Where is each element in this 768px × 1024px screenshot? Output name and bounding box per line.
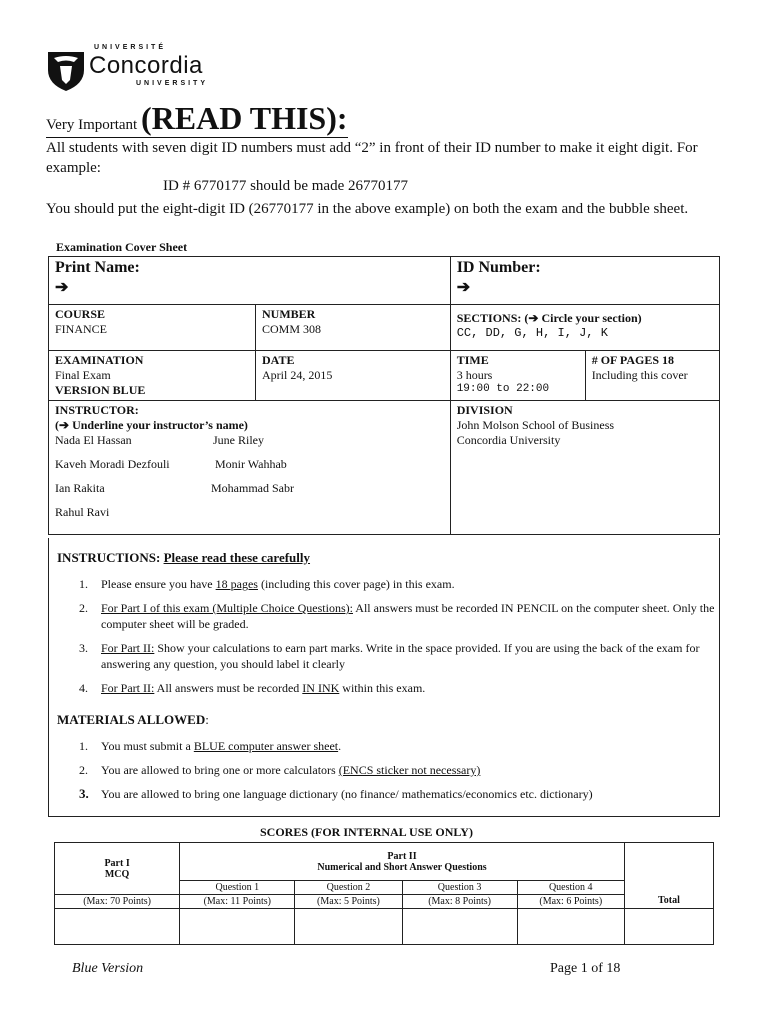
part1-header: Part I MCQ: [55, 843, 180, 895]
instruction-item: 3. For Part II: Show your calculations to earn part marks. Write in the space provided. If you are using the back of the exam for answering any question, you should label it clearly: [79, 641, 700, 671]
max-q3: (Max: 8 Points): [402, 895, 517, 909]
pages-label: # OF PAGES 18: [591, 353, 675, 367]
version-value: VERSION BLUE: [55, 383, 146, 397]
shield-icon: [46, 48, 86, 92]
number-value: COMM 308: [262, 322, 322, 336]
question1-header: Question 1: [180, 881, 295, 895]
instructions-box: [48, 538, 720, 817]
arrow-icon: ➔: [456, 279, 471, 296]
time-cell: [450, 351, 585, 401]
score-cell-q1[interactable]: [180, 909, 295, 945]
material-item: 1. You must submit a BLUE computer answer sheet.: [79, 739, 342, 753]
print-name-label: Print Name:: [55, 259, 140, 276]
instruction-item: 1. Please ensure you have 18 pages (including this cover page) in this exam.: [79, 577, 455, 591]
material-item: 3. You are allowed to bring one language dictionary (no finance/ mathematics/economics etc. dictionary): [79, 786, 593, 801]
instructions-list: [49, 576, 719, 704]
sections-value: CC, DD, G, H, I, J, K: [456, 326, 608, 340]
print-name-cell[interactable]: [49, 257, 451, 305]
scores-table: [54, 842, 714, 945]
footer-version: Blue Version: [72, 961, 144, 976]
score-cell-q2[interactable]: [295, 909, 402, 945]
arrow-icon: ➔: [55, 279, 69, 296]
arrow-icon: ➔: [528, 311, 539, 325]
date-value: April 24, 2015: [262, 368, 333, 382]
examination-cell: [49, 351, 256, 401]
question3-header: Question 3: [402, 881, 517, 895]
instructor-name[interactable]: Nada El Hassan: [55, 433, 132, 447]
logo-name: Concordia: [89, 52, 203, 79]
instructions-heading: INSTRUCTIONS: Please read these carefully: [57, 550, 311, 565]
instructor-list: [55, 433, 444, 529]
exam-label: EXAMINATION: [55, 353, 144, 367]
max-part1: (Max: 70 Points): [55, 895, 180, 909]
division-school: John Molson School of Business: [456, 418, 615, 432]
score-cell-q3[interactable]: [402, 909, 517, 945]
date-cell: [256, 351, 451, 401]
material-item: 2. You are allowed to bring one or more calculators (ENCS sticker not necessary): [79, 763, 481, 777]
instructor-name[interactable]: June Riley: [213, 433, 264, 447]
concordia-logo: [46, 44, 240, 94]
arrow-icon: ➔: [59, 418, 70, 432]
scores-title: SCORES (FOR INTERNAL USE ONLY): [260, 825, 473, 839]
instructor-label: INSTRUCTOR:: [55, 403, 139, 417]
max-q1: (Max: 11 Points): [180, 895, 295, 909]
part2-header: Part II Numerical and Short Answer Questions: [180, 843, 625, 881]
course-value: FINANCE: [55, 322, 108, 336]
course-label: COURSE: [55, 307, 106, 321]
number-cell: [256, 305, 451, 351]
cover-sheet-title: Examination Cover Sheet: [56, 240, 188, 254]
time-label: TIME: [456, 353, 489, 367]
division-university: Concordia University: [456, 433, 561, 447]
division-cell: [450, 401, 719, 535]
question4-header: Question 4: [517, 881, 624, 895]
max-q2: (Max: 5 Points): [295, 895, 402, 909]
question2-header: Question 2: [295, 881, 402, 895]
id-number-label: ID Number:: [456, 259, 541, 276]
materials-list: [49, 738, 593, 810]
instructor-cell: [49, 401, 451, 535]
pages-note: Including this cover: [591, 368, 688, 382]
division-label: DIVISION: [456, 403, 513, 417]
id-number-cell[interactable]: [450, 257, 719, 305]
date-label: DATE: [262, 353, 295, 367]
instruction-item: 2. For Part I of this exam (Multiple Choice Questions): All answers must be recorded IN PENCIL on the computer sheet. Only the computer sheet will be graded.: [79, 601, 715, 631]
score-cell-total[interactable]: [624, 909, 713, 945]
pages-cell: [585, 351, 719, 401]
instructor-name[interactable]: Rahul Ravi: [55, 505, 110, 519]
sections-cell: [450, 305, 719, 351]
max-q4: (Max: 6 Points): [517, 895, 624, 909]
instructor-name[interactable]: Ian Rakita: [55, 481, 105, 495]
instructor-name[interactable]: Kaveh Moradi Dezfouli: [55, 457, 170, 471]
exam-value: Final Exam: [55, 368, 111, 382]
logo-universite: UNIVERSITÉ: [94, 44, 167, 51]
time-range: 19:00 to 22:00: [456, 383, 550, 395]
cover-sheet-table: [48, 256, 720, 535]
materials-heading: MATERIALS ALLOWED:: [57, 712, 209, 727]
instruction-item: 4. For Part II: All answers must be recorded IN INK within this exam.: [79, 681, 426, 695]
important-label: Very Important: [46, 117, 138, 133]
notice-paragraph-1: All students with seven digit ID numbers must add “2” in front of their ID number to make it eight digit. For example:: [46, 140, 698, 176]
read-this-label: (READ THIS):: [140, 100, 348, 136]
score-cell-q4[interactable]: [517, 909, 624, 945]
score-cell-part1[interactable]: [55, 909, 180, 945]
important-heading: [46, 100, 348, 138]
notice-example: ID # 6770177 should be made 26770177: [163, 178, 408, 194]
time-value: 3 hours: [456, 368, 493, 382]
footer-page-number: Page 1 of 18: [550, 961, 621, 976]
total-header: Total: [624, 843, 713, 909]
notice-paragraph-2: You should put the eight-digit ID (26770177 in the above example) on both the exam and the bubble sheet.: [46, 201, 689, 217]
instructor-name[interactable]: Mohammad Sabr: [211, 481, 294, 495]
instructor-name[interactable]: Monir Wahhab: [215, 457, 287, 471]
sections-label: SECTIONS: (➔ Circle your section): [456, 311, 642, 325]
number-label: NUMBER: [262, 307, 316, 321]
course-cell: [49, 305, 256, 351]
logo-university: UNIVERSITY: [136, 80, 209, 87]
instructor-note: (➔ Underline your instructor’s name): [55, 418, 248, 432]
